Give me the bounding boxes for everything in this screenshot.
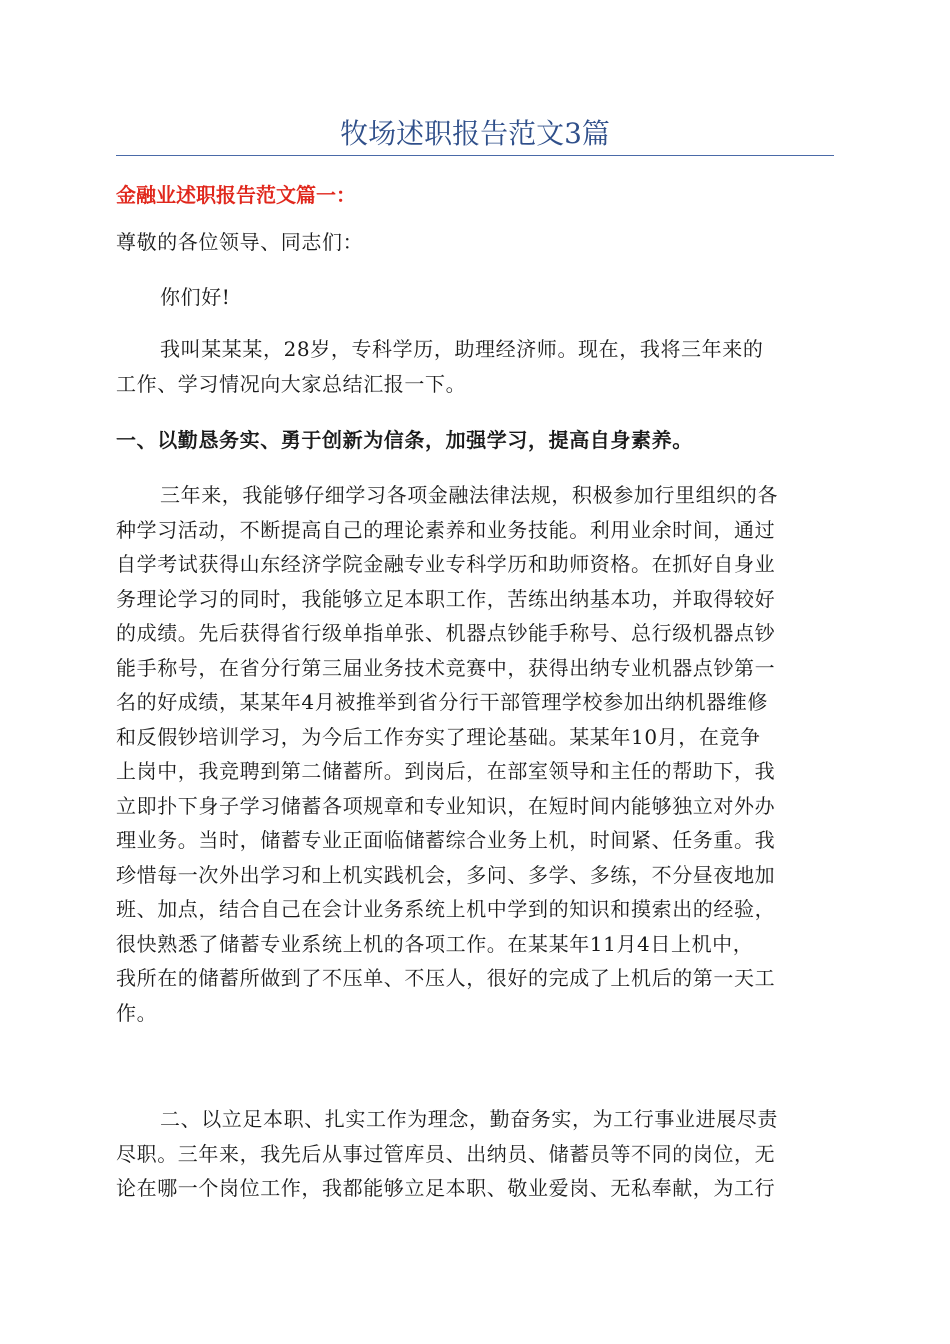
paragraph-line: 务理论学习的同时，我能够立足本职工作，苦练出纳基本功，并取得较好: [116, 586, 776, 611]
paragraph-line: 能手称号，在省分行第三届业务技术竞赛中，获得出纳专业机器点钞第一: [116, 655, 776, 680]
intro-line: 工作、学习情况向大家总结汇报一下。: [116, 371, 467, 396]
paragraph-line: 名的好成绩，某某年4月被推举到省分行干部管理学校参加出纳机器维修: [116, 690, 768, 714]
paragraph-line: 二、以立足本职、扎实工作为理念，勤奋务实，为工行事业进展尽责: [160, 1107, 778, 1131]
paragraph-line: 的成绩。先后获得省行级单指单张、机器点钞能手称号、总行级机器点钞: [116, 621, 776, 645]
paragraph-line: 三年来，我能够仔细学习各项金融法律法规，积极参加行里组织的各: [160, 483, 778, 507]
point-two-paragraph: [116, 1102, 834, 1206]
intro-paragraph: [116, 332, 834, 401]
paragraph-line: 班、加点，结合自己在会计业务系统上机中学到的知识和摸索出的经验，: [116, 897, 776, 921]
paragraph-line: 和反假钞培训学习，为今后工作夯实了理论基础。某某年10月，在竞争: [116, 724, 761, 749]
paragraph-line: 作。: [116, 1000, 158, 1025]
paragraph-line: 我所在的储蓄所做到了不压单、不压人，很好的完成了上机后的第一天工: [116, 966, 776, 990]
paragraph-line: 珍惜每一次外出学习和上机实践机会，多问、多学、多练，不分昼夜地加: [116, 862, 776, 887]
paragraph-line: 立即扑下身子学习储蓄各项规章和专业知识，在短时间内能够独立对外办: [116, 793, 776, 818]
paragraph-line: 论在哪一个岗位工作，我都能够立足本职、敬业爱岗、无私奉献，为工行: [116, 1176, 776, 1200]
document-title: 牧场述职报告范文3篇: [340, 117, 610, 150]
point-one-heading: 一、以勤恳务实、勇于创新为信条，加强学习，提高自身素养。: [116, 428, 693, 452]
paragraph-line: 上岗中，我竞聘到第二储蓄所。到岗后，在部室领导和主任的帮助下，我: [116, 759, 776, 783]
section-heading: 金融业述职报告范文篇一：: [116, 183, 356, 207]
paragraph-line: 理业务。当时，储蓄专业正面临储蓄综合业务上机，时间紧、任务重。我: [116, 828, 776, 852]
paragraph-line: 很快熟悉了储蓄专业系统上机的各项工作。在某某年11月4日上机中，: [116, 931, 754, 956]
intro-line: 我叫某某某，28岁，专科学历，助理经济师。现在，我将三年来的: [160, 337, 764, 361]
paragraph-line: 自学考试获得山东经济学院金融专业专科学历和助师资格。在抓好自身业: [116, 552, 776, 576]
greeting: 你们好!: [160, 285, 231, 309]
salutation: 尊敬的各位领导、同志们：: [116, 230, 364, 254]
paragraph-line: 尽职。三年来，我先后从事过管库员、出纳员、储蓄员等不同的岗位，无: [116, 1141, 776, 1166]
paragraph-line: 种学习活动，不断提高自己的理论素养和业务技能。利用业余时间，通过: [116, 517, 776, 542]
title-underline: [116, 155, 834, 156]
point-one-paragraph: [116, 478, 834, 1030]
